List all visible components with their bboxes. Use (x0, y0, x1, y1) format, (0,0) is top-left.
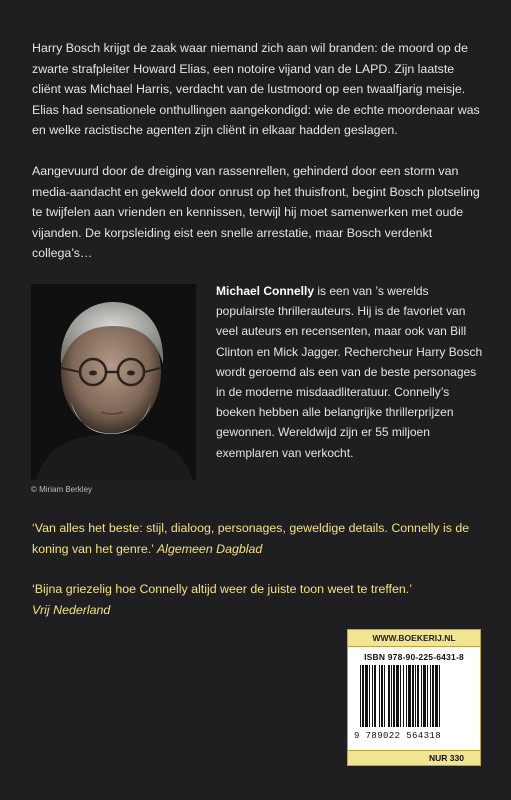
barcode (358, 665, 480, 732)
barcode-bar (400, 665, 401, 727)
barcode-bar (427, 665, 428, 727)
barcode-bar (396, 665, 399, 727)
barcode-bar (384, 665, 385, 727)
barcode-digits: 9 789022 564318 (354, 731, 442, 741)
barcode-bar (403, 665, 404, 727)
barcode-bar (432, 665, 434, 727)
isbn-label: ISBN 978-90-225-6431-8 (364, 652, 464, 662)
barcode-bar (374, 665, 376, 727)
blurb-paragraph-2: Aangevuurd door de dreiging van rassenrellen, gehinderd door een storm van media-aandacht en gekweld door onrust op het thuisfront, begint Bosch plotseling te twijfelen aan vrienden en kennissen, terwijl hij moet samenwerken met oude vijanden. De korpsleiding eist een snelle arrestatie, maar Bosch verdenkt collega’s… (32, 164, 480, 260)
review-quote-source: Vrij Nederland (32, 602, 111, 617)
publisher-website: WWW.BOEKERIJ.NL (348, 630, 480, 647)
barcode-bar (423, 665, 426, 727)
barcode-bar (417, 665, 419, 727)
author-bio-text: is een van ’s werelds populairste thrillerauteurs. Hij is de favoriet van veel auteurs en recensenten, maar ook van Bill Clinton en Mick Jagger. Rechercheur Harry Bosch wordt geroemd als een van de beste personages in de moderne misdaadliteratuur. Connelly’s boeken hebben alle belangrijke thrillerprijzen gewonnen. Wereldwijd zijn er 55 miljoen exemplaren van verkocht. (216, 284, 483, 460)
review-quote-text: ‘Bijna griezelig hoe Connelly altijd weer de juiste toon weet te treffen.’ (32, 582, 412, 596)
review-quote-text: ‘Van alles het beste: stijl, dialoog, personages, geweldige details. Connelly is de koning van het genre.’ (32, 521, 470, 556)
barcode-bar (435, 665, 438, 727)
barcode-bar (393, 665, 395, 727)
barcode-bar (372, 665, 373, 727)
barcode-bar (379, 665, 380, 727)
barcode-bar (369, 665, 370, 727)
review-quote-2 (32, 579, 484, 620)
photo-credit: © Miriam Berkley (31, 485, 93, 494)
barcode-bar (360, 665, 361, 727)
blurb-paragraph-1: Harry Bosch krijgt de zaak waar niemand zich aan wil branden: de moord op de zwarte strafpleiter Howard Elias, een notoire vijand van de LAPD. Zijn laatste cliënt was Michael Harris, verdacht van de lustmoord op een twaalfjarig meisje. Elias had sensationele onthullingen aangekondigd: wie de echte moordenaar was en welke racistische agenten zijn cliënt in elkaar hadden geslagen. (32, 41, 480, 137)
barcode-bar (388, 665, 390, 727)
barcode-bar (381, 665, 383, 727)
barcode-bar (439, 665, 440, 727)
author-photo (31, 284, 196, 480)
barcode-bar (365, 665, 368, 727)
barcode-bar (421, 665, 422, 727)
barcode-bar (415, 665, 416, 727)
author-name: Michael Connelly (216, 284, 315, 298)
barcode-bar (408, 665, 411, 727)
barcode-bar (362, 665, 364, 727)
barcode-bar (412, 665, 414, 727)
barcode-bar (391, 665, 392, 727)
barcode-bar (406, 665, 407, 727)
barcode-bar (430, 665, 431, 727)
author-bio (216, 281, 488, 463)
review-quote-source: Algemeen Dagblad (156, 541, 263, 556)
nur-label: NUR 330 (348, 750, 480, 765)
review-quote-1 (32, 518, 484, 559)
barcode-box (347, 629, 481, 766)
